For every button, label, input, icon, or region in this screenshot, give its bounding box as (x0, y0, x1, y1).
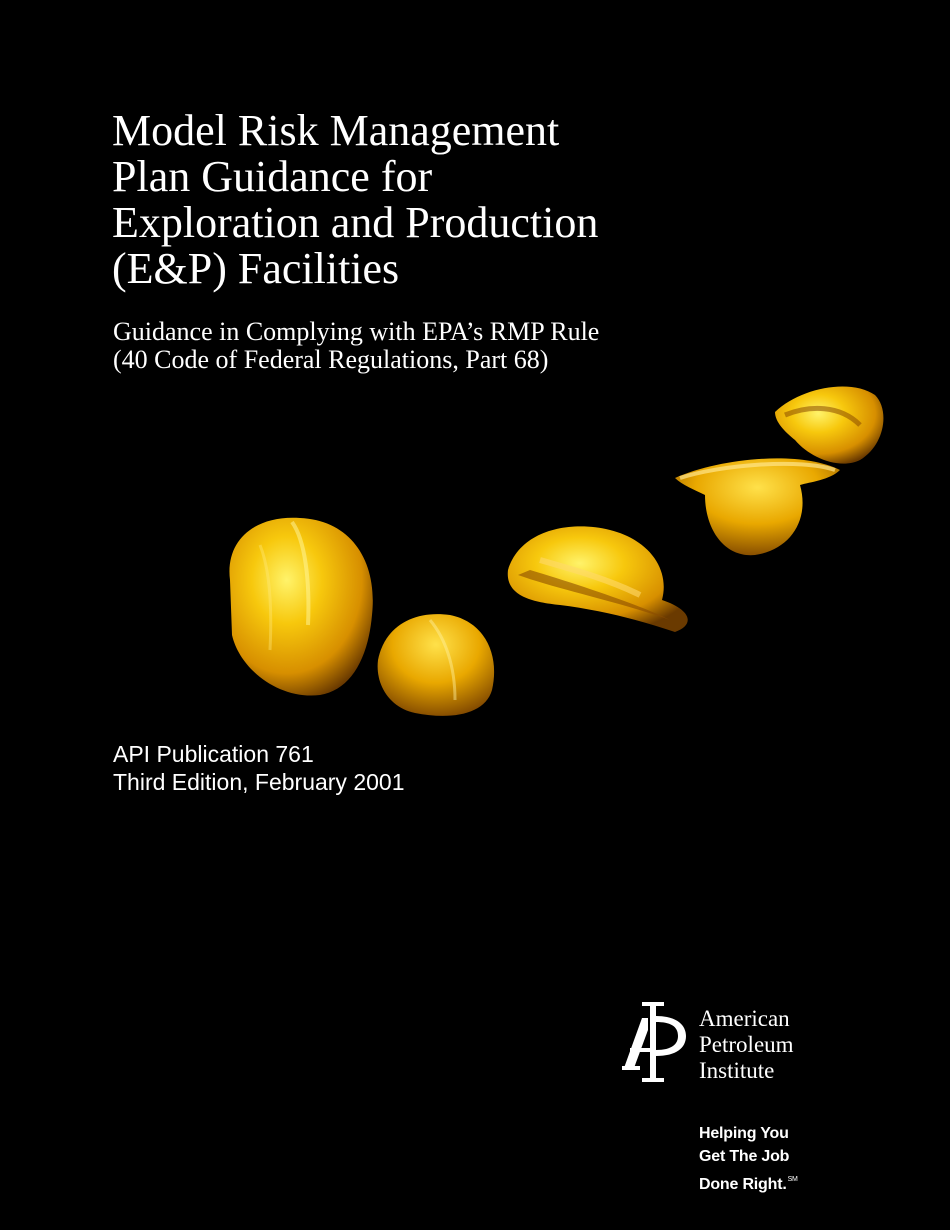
cover-subtitle (113, 318, 813, 374)
hardhat-4 (675, 458, 840, 555)
publisher-name-line: American (699, 1006, 790, 1031)
publisher-name-line: Institute (699, 1058, 775, 1083)
tagline-line-last (699, 1168, 798, 1196)
publisher-name-line: Petroleum (699, 1032, 794, 1057)
cover-title (112, 108, 812, 292)
hardhats-illustration (200, 370, 900, 730)
service-mark: SM (787, 1176, 798, 1183)
subtitle-line: (40 Code of Federal Regulations, Part 68) (113, 345, 549, 374)
tagline-line: Done Right. (699, 1176, 787, 1193)
title-line: (E&P) Facilities (112, 244, 400, 293)
tagline-line: Helping You (699, 1125, 789, 1142)
edition-date: Third Edition, February 2001 (113, 769, 405, 795)
hardhat-5 (775, 387, 883, 464)
publication-info (113, 740, 405, 796)
title-line: Exploration and Production (112, 198, 599, 247)
api-logo-icon (620, 1000, 690, 1084)
publisher-name (699, 1006, 794, 1084)
publisher-tagline (699, 1122, 798, 1196)
title-line: Model Risk Management (112, 106, 560, 155)
hardhat-1 (229, 518, 372, 696)
publication-number: API Publication 761 (113, 741, 314, 767)
title-line: Plan Guidance for (112, 152, 433, 201)
tagline-line: Get The Job (699, 1148, 790, 1165)
hardhat-2 (378, 614, 494, 716)
hardhat-3 (508, 526, 688, 632)
subtitle-line: Guidance in Complying with EPA’s RMP Rule (113, 317, 600, 346)
